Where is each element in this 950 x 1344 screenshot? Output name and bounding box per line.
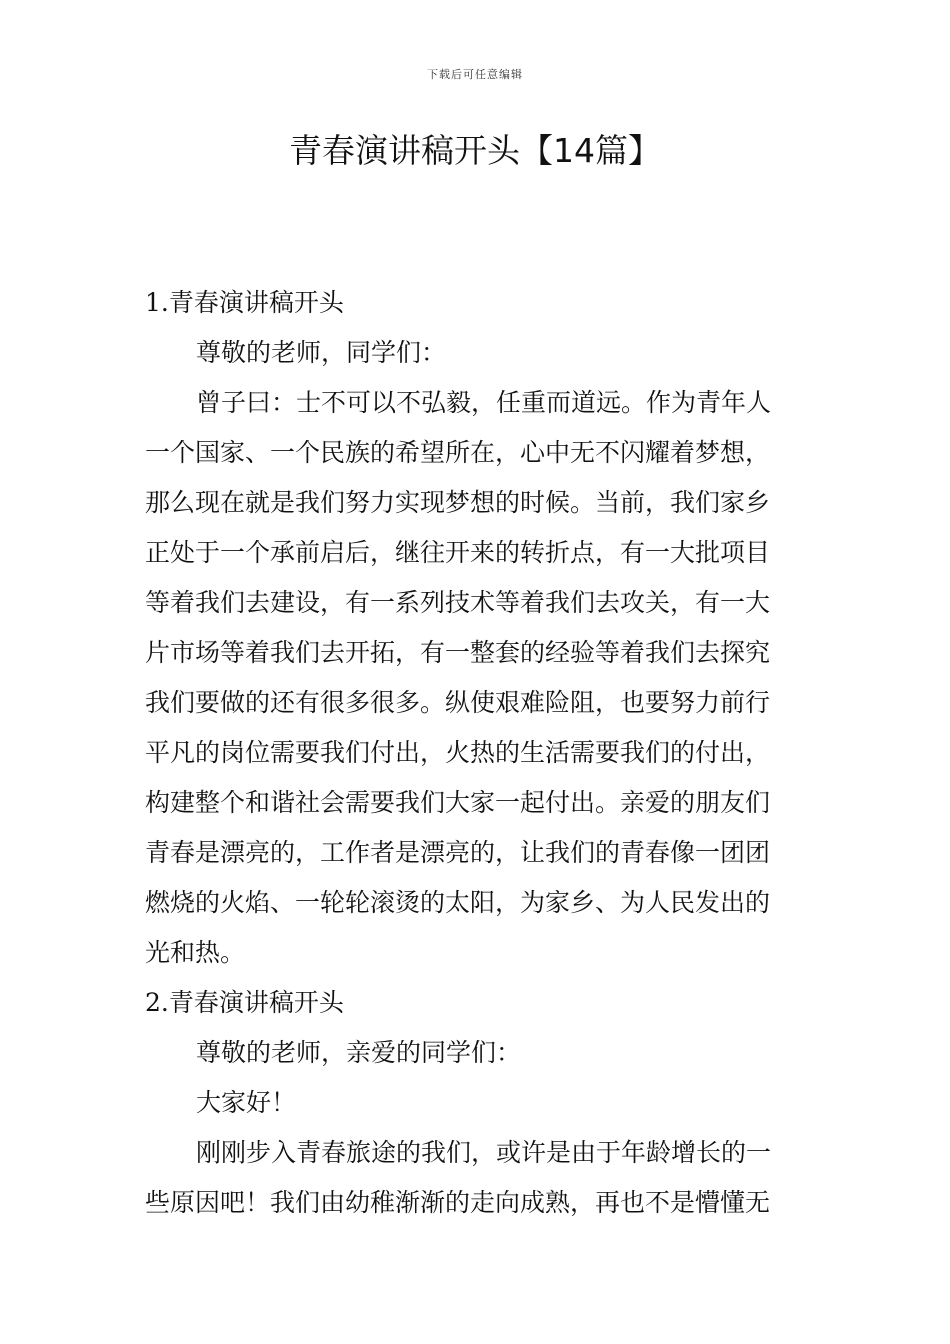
document-title: 青春演讲稿开头【14篇】 — [289, 131, 661, 170]
text-line: 尊敬的老师，同学们： — [196, 338, 447, 367]
text-line: 平凡的岗位需要我们付出，火热的生活需要我们的付出， — [145, 738, 771, 767]
text-line: 些原因吧！我们由幼稚渐渐的走向成熟，再也不是懵懂无 — [145, 1188, 771, 1217]
text-line: 燃烧的火焰、一轮轮滚烫的太阳，为家乡、为人民发出的 — [145, 888, 771, 917]
text-line: 构建整个和谐社会需要我们大家一起付出。亲爱的朋友们 — [145, 788, 771, 817]
header-note: 下载后可任意编辑 — [427, 68, 523, 81]
text-line: 等着我们去建设，有一系列技术等着我们去攻关，有一大 — [145, 588, 771, 617]
text-line: 正处于一个承前启后，继往开来的转折点，有一大批项目 — [145, 538, 771, 567]
text-line: 片市场等着我们去开拓，有一整套的经验等着我们去探究 — [145, 638, 771, 667]
document-body — [145, 278, 807, 1228]
text-line: 光和热。 — [145, 938, 246, 967]
text-line: 我们要做的还有很多很多。纵使艰难险阻，也要努力前行 — [145, 688, 771, 717]
text-line: 尊敬的老师，亲爱的同学们： — [196, 1038, 522, 1067]
text-line: 曾子曰：士不可以不弘毅，任重而道远。作为青年人 — [196, 388, 772, 417]
text-line: 那么现在就是我们努力实现梦想的时候。当前，我们家乡 — [145, 488, 771, 517]
text-line: 大家好！ — [196, 1088, 297, 1117]
text-line: 一个国家、一个民族的希望所在，心中无不闪耀着梦想， — [145, 438, 771, 467]
text-line: 青春是漂亮的，工作者是漂亮的，让我们的青春像一团团 — [145, 838, 771, 867]
text-line: 1.青春演讲稿开头 — [145, 288, 344, 317]
text-line: 刚刚步入青春旅途的我们，或许是由于年龄增长的一 — [196, 1138, 772, 1167]
text-line: 2.青春演讲稿开头 — [145, 988, 344, 1017]
